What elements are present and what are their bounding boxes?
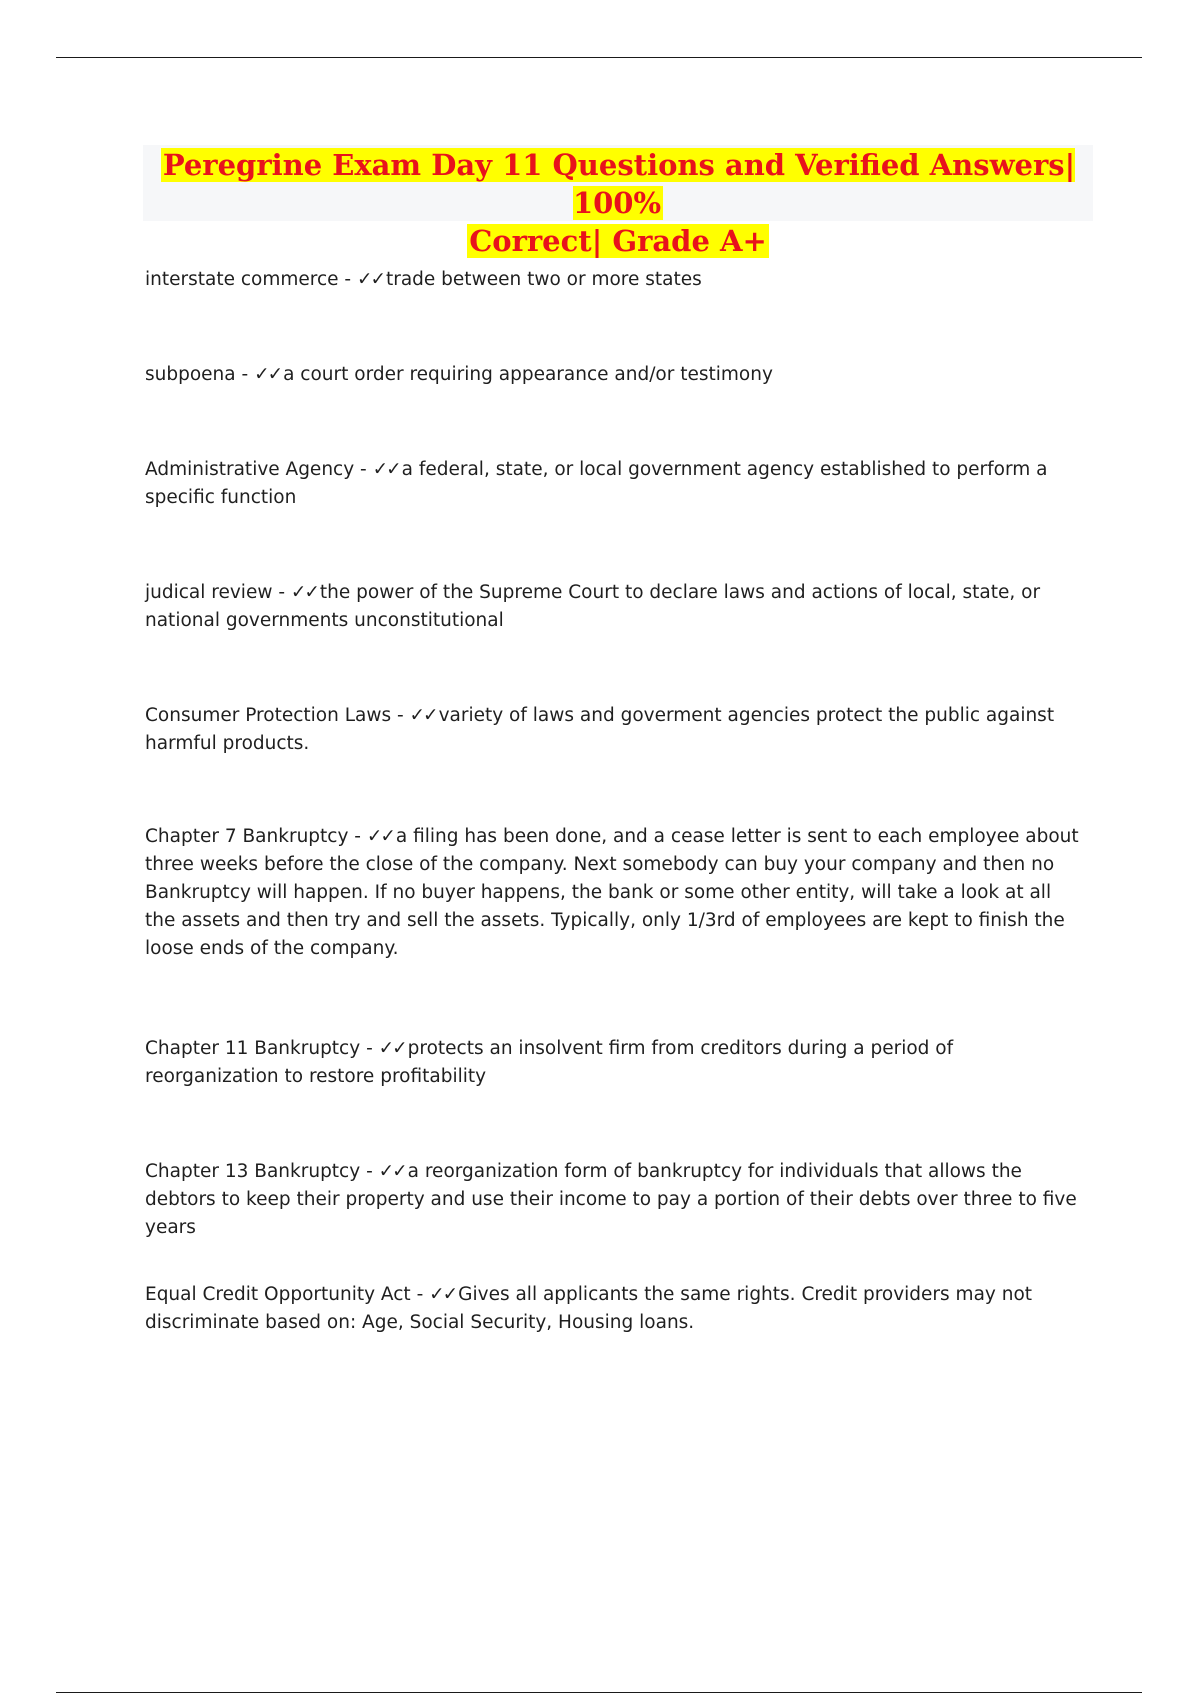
qa-separator: - bbox=[235, 364, 255, 385]
qa-term: subpoena bbox=[145, 364, 236, 385]
double-check-icon: ✓✓ bbox=[429, 1284, 457, 1305]
qa-term: Chapter 7 Bankruptcy bbox=[145, 826, 349, 847]
qa-definition: variety of laws and goverment agencies protect the public against harmful products. bbox=[145, 705, 1055, 754]
qa-term: Chapter 13 Bankruptcy bbox=[145, 1161, 361, 1182]
qa-term: interstate commerce bbox=[145, 269, 339, 290]
qa-separator: - bbox=[360, 1161, 379, 1182]
qa-separator: - bbox=[410, 1284, 430, 1305]
title-banner bbox=[143, 145, 1093, 258]
qa-item bbox=[145, 456, 1085, 512]
qa-item bbox=[145, 579, 1085, 635]
double-check-icon: ✓✓ bbox=[372, 459, 400, 480]
qa-term: Chapter 11 Bankruptcy bbox=[145, 1038, 361, 1059]
qa-term: judical review bbox=[145, 582, 273, 603]
qa-definition: protects an insolvent firm from creditors during a period of reorganization to restore profitability bbox=[145, 1038, 954, 1087]
double-check-icon: ✓✓ bbox=[409, 705, 437, 726]
qa-separator: - bbox=[348, 826, 367, 847]
qa-definition: a reorganization form of bankruptcy for individuals that allows the debtors to keep their property and use their income to pay a portion of their debts over three to five years bbox=[145, 1161, 1077, 1238]
qa-item bbox=[145, 361, 1085, 389]
qa-separator: - bbox=[391, 705, 410, 726]
top-rule bbox=[56, 57, 1142, 58]
qa-item bbox=[145, 1035, 1085, 1091]
qa-definition: a filing has been done, and a cease letter is sent to each employee about three weeks before the close of the company. Next somebody can buy your company and then no Bankruptcy will happen. If no buyer happens, the bank or some other entity, will take a look at all the assets and then try and sell the assets. Typically, only 1/3rd of employees are kept to finish the loose ends of the company. bbox=[145, 826, 1079, 959]
bottom-rule bbox=[56, 1692, 1142, 1693]
double-check-icon: ✓✓ bbox=[366, 826, 394, 847]
double-check-icon: ✓✓ bbox=[290, 582, 318, 603]
qa-item bbox=[145, 823, 1085, 963]
title-line-2: Correct| Grade A+ bbox=[469, 224, 767, 258]
qa-definition: a federal, state, or local government agency established to perform a specific function bbox=[145, 459, 1048, 508]
qa-term: Administrative Agency bbox=[145, 459, 355, 480]
qa-separator: - bbox=[354, 459, 373, 480]
qa-separator: - bbox=[272, 582, 291, 603]
qa-definition: the power of the Supreme Court to declare laws and actions of local, state, or national governments unconstitutional bbox=[145, 582, 1041, 631]
qa-separator: - bbox=[338, 269, 357, 290]
qa-item bbox=[145, 1281, 1085, 1337]
double-check-icon: ✓✓ bbox=[254, 364, 282, 385]
qa-definition: a court order requiring appearance and/or testimony bbox=[283, 364, 773, 385]
qa-item bbox=[145, 702, 1085, 758]
qa-definition: trade between two or more states bbox=[385, 269, 702, 290]
qa-separator: - bbox=[360, 1038, 379, 1059]
double-check-icon: ✓✓ bbox=[378, 1038, 406, 1059]
qa-definition: Gives all applicants the same rights. Credit providers may not discriminate based on: Age, Social Security, Housing loans. bbox=[145, 1284, 1033, 1333]
page-title bbox=[143, 145, 1093, 260]
qa-item bbox=[145, 1158, 1085, 1242]
title-line-1: Peregrine Exam Day 11 Questions and Verified Answers| 100% bbox=[162, 148, 1076, 220]
qa-item bbox=[145, 266, 1085, 294]
qa-term: Equal Credit Opportunity Act bbox=[145, 1284, 411, 1305]
qa-term: Consumer Protection Laws bbox=[145, 705, 392, 726]
double-check-icon: ✓✓ bbox=[356, 269, 384, 290]
double-check-icon: ✓✓ bbox=[378, 1161, 406, 1182]
